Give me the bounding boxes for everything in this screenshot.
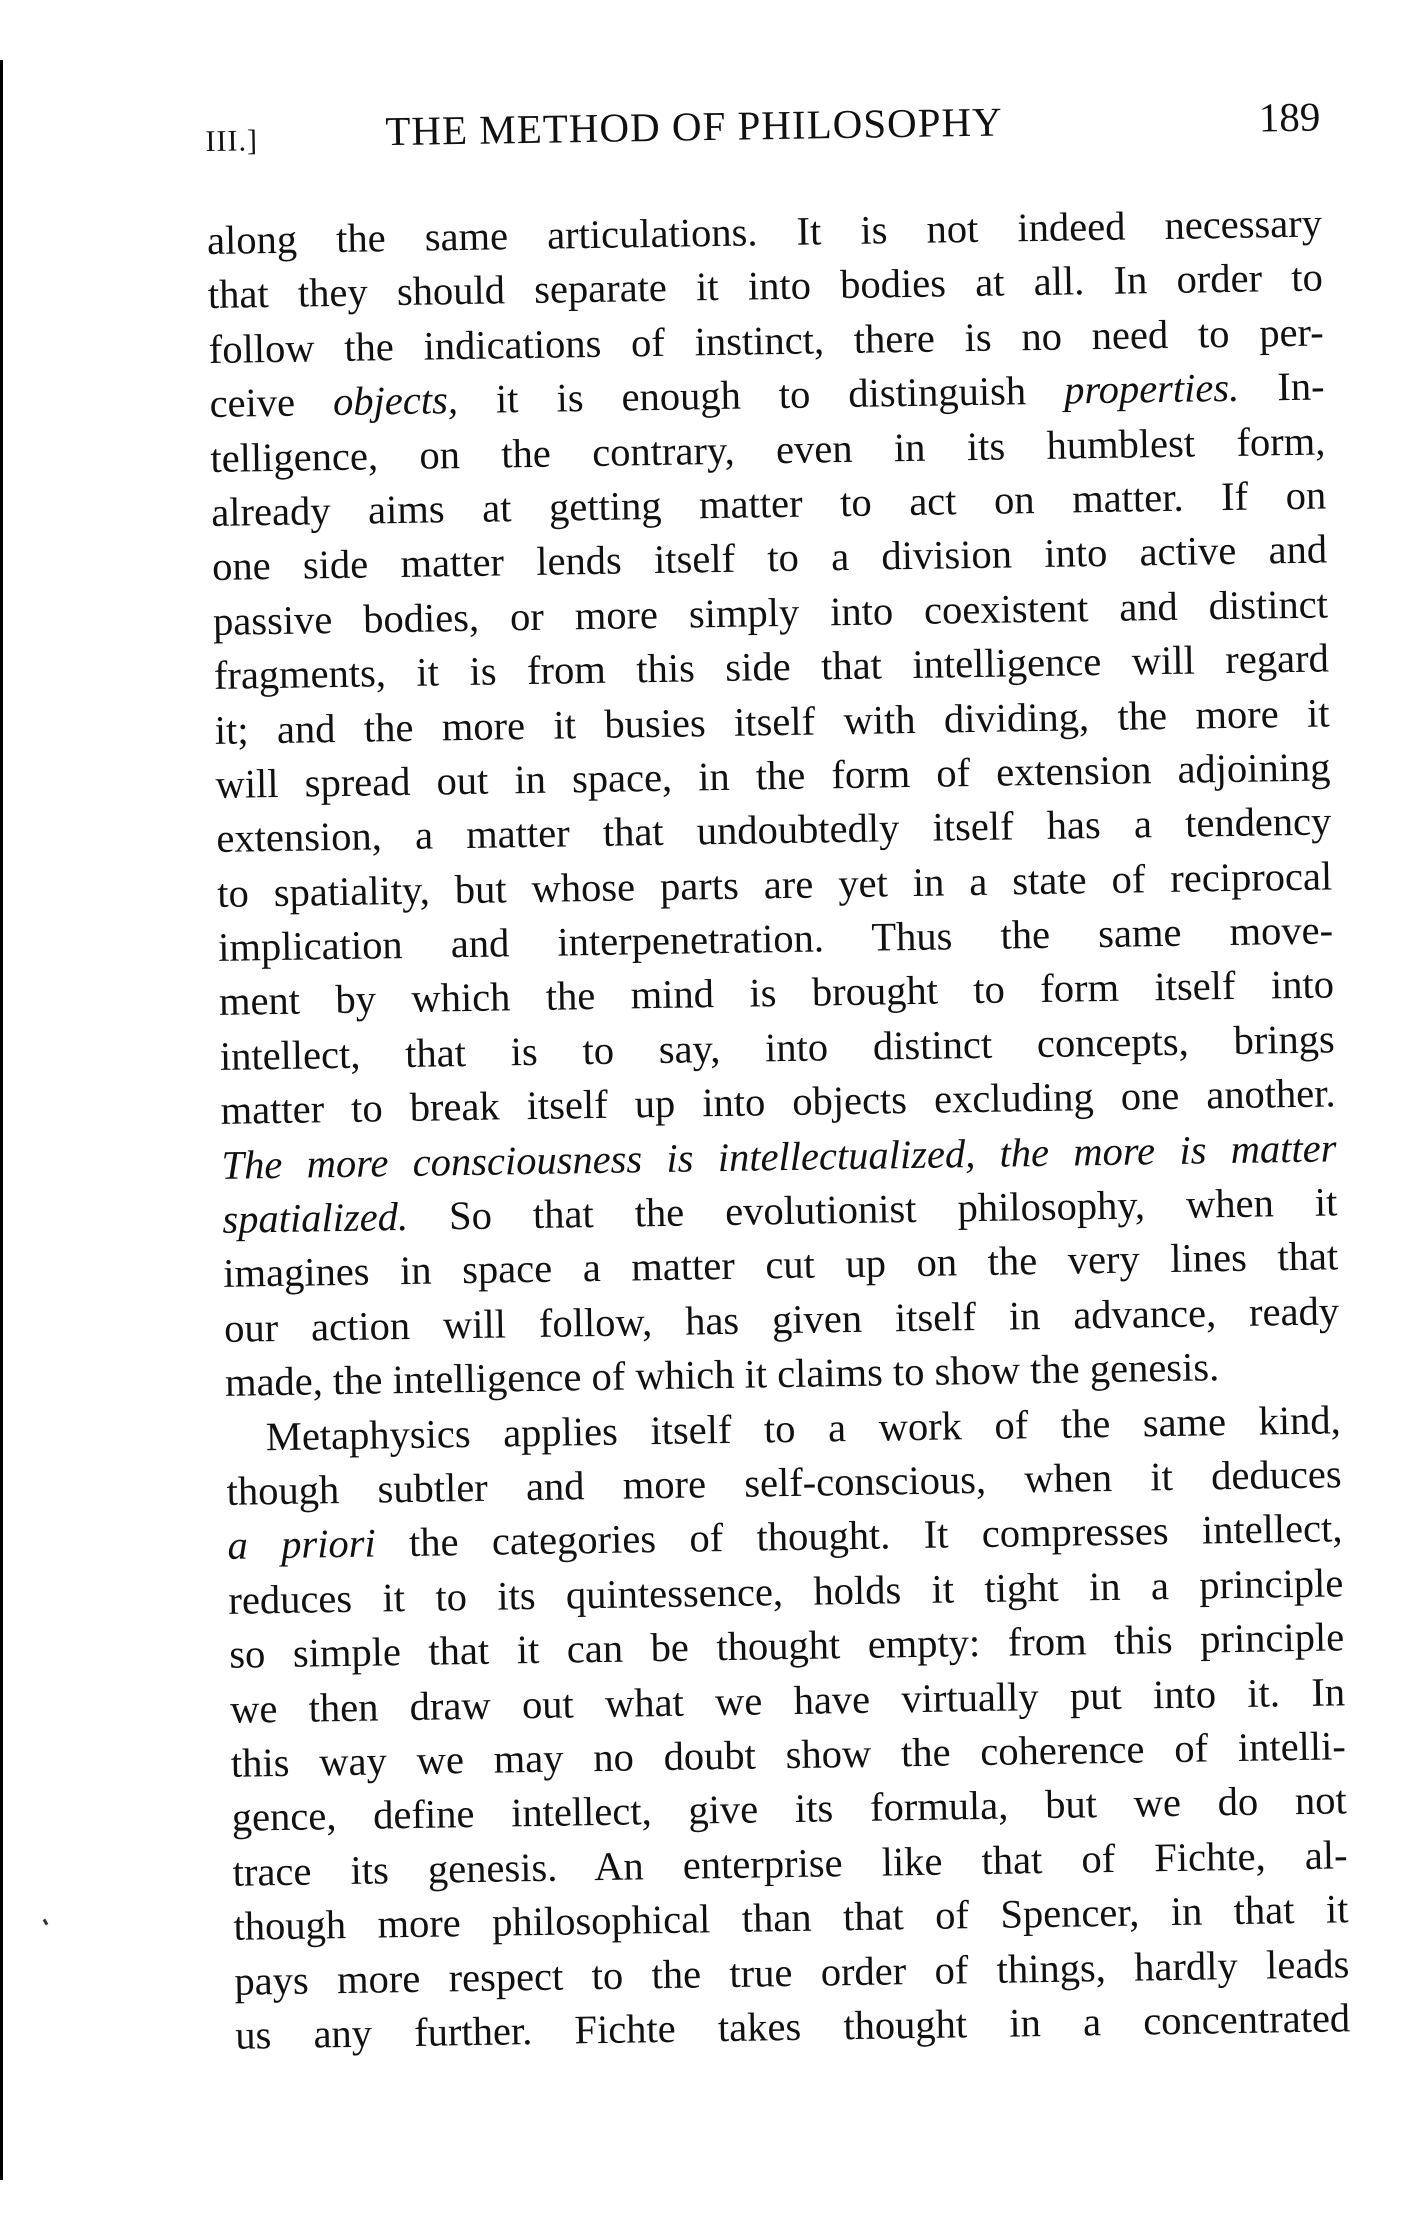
text-run: the categories of thought. It compresses intellect, xyxy=(375,1505,1343,1566)
text-line: it; and the more it busies itself with dividing, the more it xyxy=(214,689,1330,753)
text-line: though subtler and more self-conscious, when it deduces xyxy=(226,1451,1342,1514)
text-line: passive bodies, or more simply into coexistent and distinct xyxy=(212,581,1329,644)
text-line: imagines in space a matter cut up on the very lines that xyxy=(222,1233,1339,1297)
text-line: pays more respect to the true order of things, hardly leads xyxy=(234,1940,1350,2004)
italic-run: spatialized. xyxy=(222,1193,409,1242)
text-line: one side matter lends itself to a division into active and xyxy=(211,526,1328,590)
text-run: In- xyxy=(1238,363,1325,410)
text-run: it is enough to distinguish xyxy=(457,367,1065,423)
text-line: extension, a matter that undoubtedly itself has a tendency xyxy=(216,798,1332,862)
text-line: us any further. Fichte takes thought in a concentrated xyxy=(234,1995,1351,2058)
book-page xyxy=(205,92,1351,2063)
text-line: though more philosophical than that of Spencer, in that it xyxy=(233,1886,1349,1949)
text-line: fragments, it is from this side that intelligence will regard xyxy=(213,635,1330,699)
text-line: so simple that it can be thought empty: from this principle xyxy=(228,1614,1345,1677)
text-line: gence, define intellect, give its formula, but we do not xyxy=(231,1777,1348,1841)
text-line: along the same articulations. It is not indeed necessary xyxy=(206,200,1323,263)
paragraph-2 xyxy=(225,1393,1350,2063)
text-line: will spread out in space, in the form of extension adjoining xyxy=(215,744,1331,807)
italic-run: The more consciousness is intellectualized, the more is matter xyxy=(221,1124,1337,1188)
text-line: to spatiality, but whose parts are yet in a state of reciprocal xyxy=(216,853,1333,916)
body-text xyxy=(207,196,1351,2063)
page-left-edge xyxy=(0,60,3,2180)
text-line: we then draw out what we have virtually put into it. In xyxy=(229,1668,1346,1732)
ink-speck xyxy=(43,1919,49,1926)
text-line: that they should separate it into bodies at all. In order to xyxy=(207,254,1324,318)
text-line: matter to break itself up into objects excluding one another. xyxy=(220,1070,1336,1134)
text-line: follow the indications of instinct, there is no need to per- xyxy=(208,309,1324,372)
text-line: made, the intelligence of which it claims to show the genesis. xyxy=(224,1344,1220,1406)
text-line: this way we may no doubt show the coherence of intelli- xyxy=(230,1723,1347,1786)
page-number: 189 xyxy=(1258,93,1321,141)
running-title: THE METHOD OF PHILOSOPHY xyxy=(384,98,1004,155)
chapter-marker: III.] xyxy=(205,124,259,158)
paragraph-1 xyxy=(207,196,1341,1410)
text-line: implication and interpenetration. Thus the same move- xyxy=(217,907,1334,970)
text-line: already aims at getting matter to act on matter. If on xyxy=(210,472,1327,535)
text-line: telligence, on the contrary, even in its humblest form, xyxy=(210,418,1326,481)
text-line: reduces it to its quintessence, holds it tight in a principle xyxy=(228,1560,1344,1623)
running-head xyxy=(205,92,1321,170)
text-line: Metaphysics applies itself to a work of the same kind, xyxy=(265,1396,1342,1459)
text-line: ment by which the mind is brought to form itself into xyxy=(218,961,1335,1025)
italic-run: a priori xyxy=(227,1520,377,1569)
text-line: intellect, that is to say, into distinct concepts, brings xyxy=(219,1016,1336,1079)
text-run: ceive xyxy=(209,379,334,427)
text-line: trace its genesis. An enterprise like that of Fichte, al- xyxy=(232,1831,1348,1895)
text-run: So that the evolutionist philosophy, when it xyxy=(407,1179,1338,1239)
italic-run: properties. xyxy=(1063,364,1240,413)
italic-run: objects, xyxy=(332,377,459,425)
text-line: our action will follow, has given itself in advance, ready xyxy=(223,1288,1340,1351)
